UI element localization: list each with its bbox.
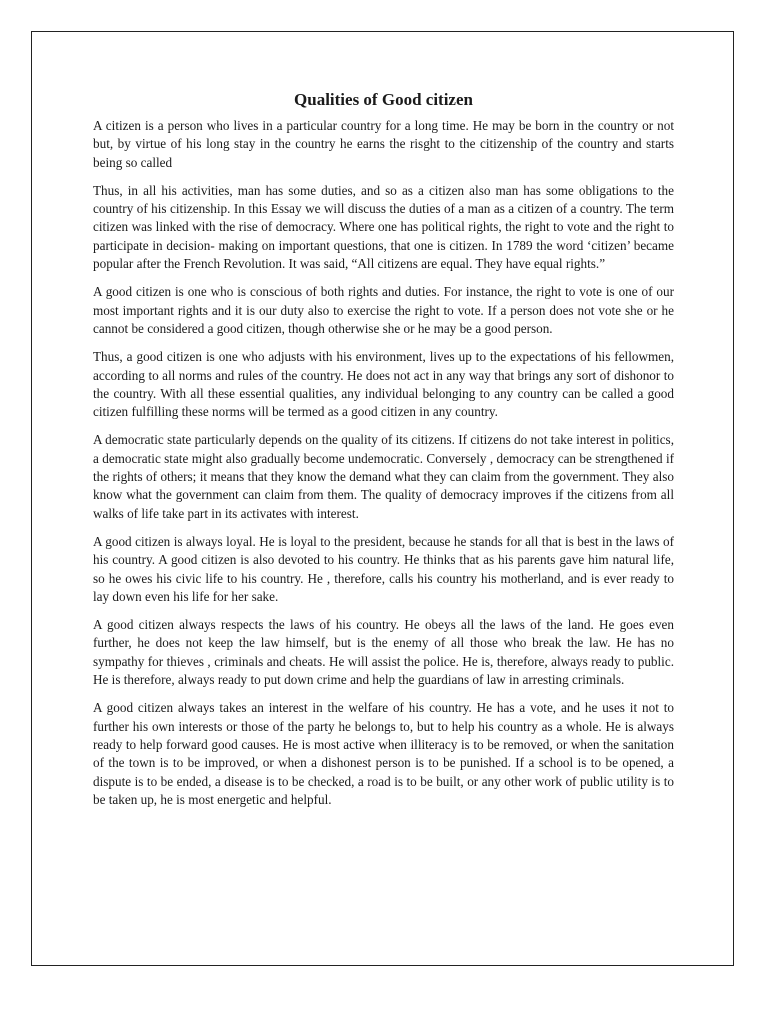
paragraph: A democratic state particularly depends on the quality of its citizens. If citizens do not take interest in politics, a democratic state might also gradually become undemocratic. Conversely , democracy can be strengthened if the rights of others; it means that they know the demand what they can claim from the government. They also know what the government can claim from them. The quality of democracy improves if the citizens from all walks of life take part in its activates with interest. xyxy=(93,432,674,521)
document-body xyxy=(93,88,674,819)
paragraph: A good citizen always respects the laws of his country. He obeys all the laws of the land. He goes even further, he does not keep the law himself, but is the enemy of all those who break the law. He has no sympathy for thieves , criminals and cheats. He will assist the police. He is, therefore, always ready to public. He is therefore, always ready to put down crime and help the guardians of law in arresting criminals. xyxy=(93,617,674,688)
paragraph: A good citizen is one who is conscious of both rights and duties. For instance, the right to vote is one of our most important rights and it is our duty also to exercise the right to vote. If a person does not vote she or he cannot be considered a good citizen, though otherwise she or he may be a good person. xyxy=(93,284,674,336)
paragraph: Thus, a good citizen is one who adjusts with his environment, lives up to the expectations of his fellowmen, according to all norms and rules of the country. He does not act in any way that brings any sort of dishonor to the country. With all these essential qualities, any individual belonging to any country can be called a good citizen fulfilling these norms will be termed as a good citizen in any country. xyxy=(93,349,674,420)
paragraph: Thus, in all his activities, man has some duties, and so as a citizen also man has some obligations to the country of his citizenship. In this Essay we will discuss the duties of a man as a citizen of a country. The term citizen was linked with the rise of democracy. Where one has political rights, the right to vote and the right to participate in decision- making on important questions, that one is citizen. In 1789 the word ‘citizen’ became popular after the French Revolution. It was said, “All citizens are equal. They have equal rights.” xyxy=(93,182,674,272)
paragraph: A good citizen is always loyal. He is loyal to the president, because he stands for all that is best in the laws of his country. A good citizen is also devoted to his country. He thinks that as his parents gave him natural life, so he owes his civic life to his country. He , therefore, calls his country his motherland, and is ever ready to lay down even his life for her sake. xyxy=(93,533,674,604)
document-title: Qualities of Good citizen xyxy=(294,90,473,109)
paragraph: A good citizen always takes an interest in the welfare of his country. He has a vote, and he uses it not to further his own interests or those of the party he belongs to, but to help his country as a whole. He is always ready to help forward good causes. He is most active when illiteracy is to be removed, or when the sanitation of the town is to be improved, or when a dishonest person is to be punished. If a school is to be opened, a dispute is to be ended, a disease is to be checked, a road is to be built, or any other work of public utility is to be taken up, he is most energetic and helpful. xyxy=(93,700,674,807)
paragraph: A citizen is a person who lives in a particular country for a long time. He may be born in the country or not but, by virtue of his long stay in the country he earns the risght to the citizenship of the country and starts being so called xyxy=(93,118,674,170)
